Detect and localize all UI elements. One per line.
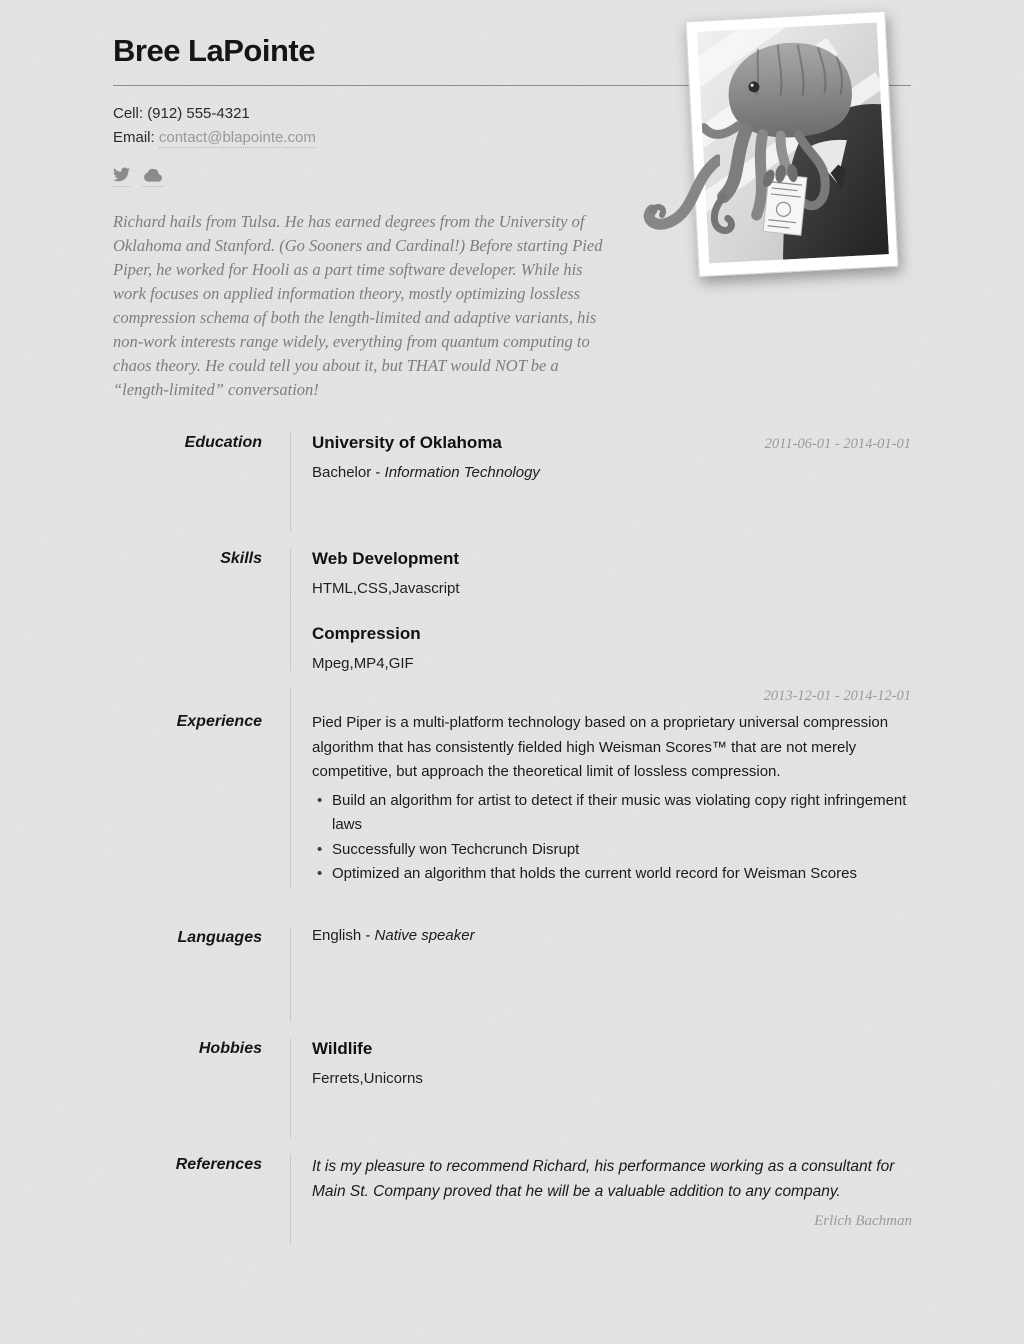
experience-bullet: • Successfully won Techcrunch Disrupt [312,838,911,863]
references-body [290,1154,912,1244]
experience-description: Pied Piper is a multi-platform technology based on a proprietary universal compression algorithm that has consistently fielded high Weisman Scores™ that are not merely competitive, but approach the theoretical limit of lossless compression. [312,714,889,780]
cthulhu-portrait-image [697,23,887,264]
skill-detail: HTML,CSS,Javascript [312,580,460,597]
reference-quote: It is my pleasure to recommend Richard, his performance working as a consultant for Main St. Company proved that he will be a valuable addition to any company. [312,1157,895,1200]
section-skills [113,548,911,673]
cell-value: (912) 555-4321 [147,105,250,122]
education-dates: 2011-06-01 - 2014-01-01 [764,436,911,452]
experience-bullet: • Optimized an algorithm that holds the current world record for Weisman Scores [312,862,911,887]
section-education [113,432,911,532]
soundcloud-icon [143,169,163,186]
experience-body [290,689,911,887]
education-field: Information Technology [384,464,540,481]
education-label: Education [184,434,262,451]
hobbies-body [290,1038,911,1138]
person-name: Bree LaPointe [113,33,315,68]
education-school: University of Oklahoma [312,433,502,452]
skill-detail: Mpeg,MP4,GIF [312,655,414,672]
section-hobbies [113,1038,911,1138]
profile-photo [685,11,898,277]
experience-label: Experience [176,713,262,730]
references-label: References [175,1155,262,1173]
section-references [113,1154,911,1244]
languages-body [290,927,911,1022]
language-level: Native speaker [374,926,475,944]
skill-item [312,548,911,597]
languages-label: Languages [177,928,262,946]
summary-paragraph: Richard hails from Tulsa. He has earned degrees from the University of Oklahoma and Stanford. (Go Sooners and Cardinal!) Before starting Pied Piper, he worked for Hooli as a part time software developer. While his work focuses on applied information theory, mostly optimizing lossless compression schema of both the length-limited and adaptive variants, his non-work interests range widely, everything from quantum computing to chaos theory. He could tell you about it, but THAT would NOT be a “length-limited” conversation! [113,212,603,399]
skills-body [290,548,911,673]
section-experience [113,689,911,887]
language-item [312,927,911,944]
hobby-detail: Ferrets,Unicorns [312,1069,423,1087]
education-body [290,432,911,532]
hobbies-label: Hobbies [198,1039,262,1057]
skill-item [312,623,911,672]
reference-author: Erlich Bachman [814,1212,912,1229]
email-link[interactable]: contact@blapointe.com [158,129,316,146]
cell-label: Cell: [113,105,144,122]
twitter-link[interactable] [113,167,130,187]
skill-title: Compression [312,624,421,643]
section-languages [113,927,911,1022]
language-name: English - [312,926,371,944]
experience-dates: 2013-12-01 - 2014-12-01 [763,688,911,704]
email-label: Email: [113,129,155,146]
twitter-icon [113,169,130,186]
soundcloud-link[interactable] [143,169,163,187]
education-degree: Bachelor - Information Technology [312,464,540,481]
skills-label: Skills [220,550,262,567]
resume-sections [113,432,911,1244]
hobby-title: Wildlife [312,1038,373,1058]
experience-bullet-list [312,789,911,887]
skill-title: Web Development [312,549,460,568]
experience-bullet: • Build an algorithm for artist to detect if their music was violating copy right infringement laws [312,789,911,838]
